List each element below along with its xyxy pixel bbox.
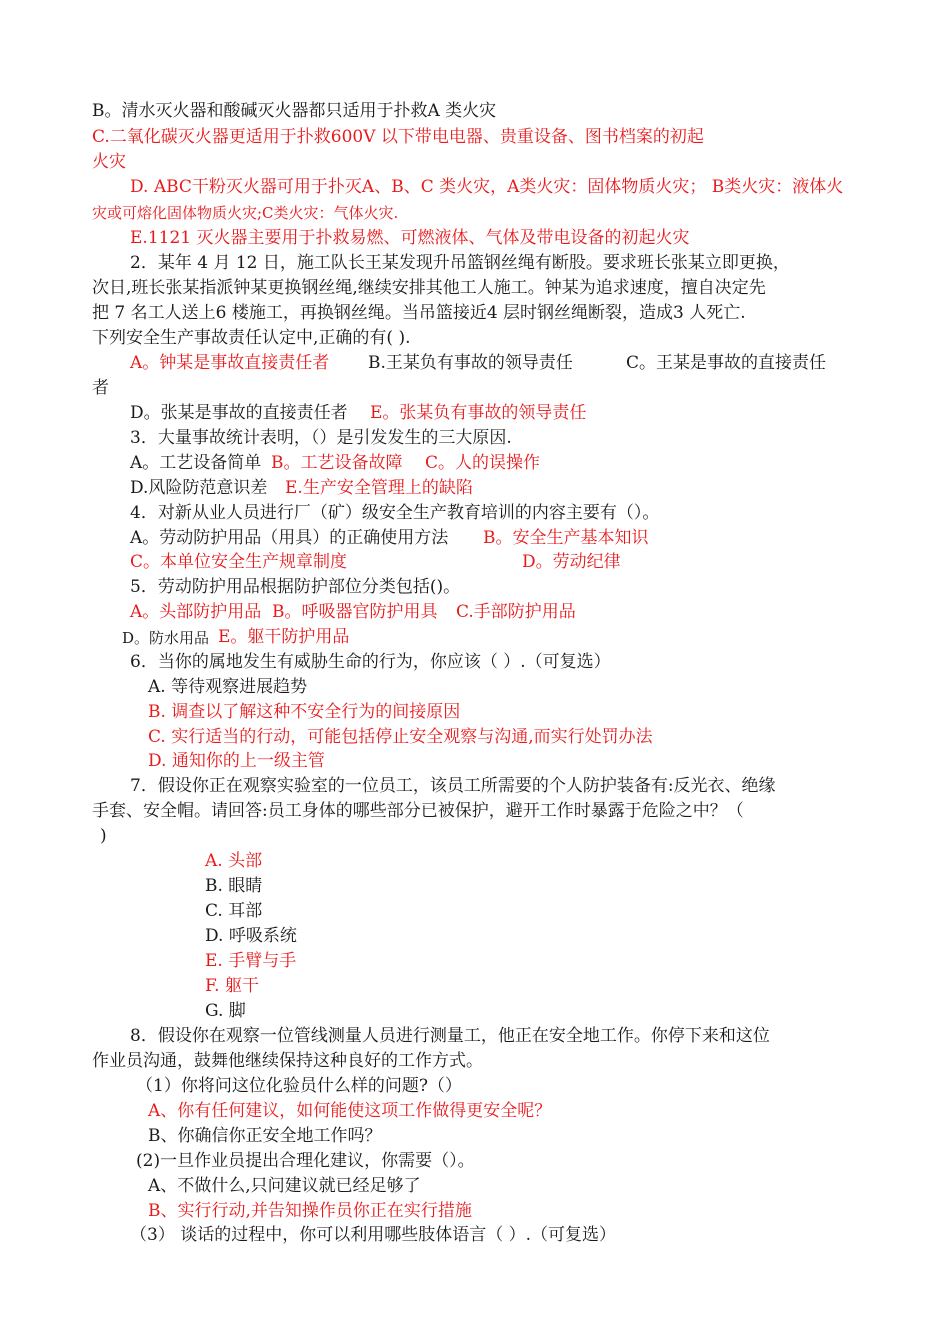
q3-option-d: D.风险防范意识差	[130, 478, 268, 498]
q1-option-d-continued: 灾或可熔化固体物质火灾;C类火灾：气体火灾.	[92, 204, 399, 222]
q8-sub3-question: （3） 谈话的过程中，你可以利用哪些肢体语言（ ）.（可复选）	[130, 1225, 617, 1245]
q2-stem-line2: 次日,班长张某指派钟某更换钢丝绳,继续安排其他工人施工。钟某为追求速度，擅自决定先	[92, 278, 766, 298]
q4-option-c: C。本单位安全生产规章制度	[130, 552, 348, 572]
q7-stem-line2: 手套、安全帽。请回答:员工身体的哪些部分已被保护，避开工作时暴露于危险之中？（	[92, 801, 744, 821]
q2-stem-line3: 把 7 名工人送上6 楼施工，再换钢丝绳。当吊篮接近4 层时钢丝绳断裂，造成3 人死亡.	[92, 303, 746, 323]
q1-option-b: B。清水灭火器和酸碱灭火器都只适用于扑救A 类火灾	[92, 101, 497, 121]
q8-sub2-option-b: B、实行行动,并告知操作员你正在实行措施	[148, 1201, 472, 1221]
q3-option-c: C。人的误操作	[425, 453, 541, 473]
q1-option-e: E.1121 灭火器主要用于扑救易燃、可燃液体、气体及带电设备的初起火灾	[130, 228, 690, 248]
q3-option-b: B。工艺设备故障	[271, 453, 403, 473]
q7-stem-line3: )	[100, 826, 107, 846]
q8-sub2-question: (2)一旦作业员提出合理化建议，你需要（）。	[136, 1151, 475, 1171]
q1-option-d: D. ABC干粉灭火器可用于扑灭A、B、C 类火灾，A类火灾：固体物质火灾； B类火灾：液体火	[130, 177, 844, 197]
q2-stem-line4: 下列安全生产事故责任认定中,正确的有( ).	[92, 328, 411, 348]
q5-option-b: B。呼吸器官防护用具	[272, 602, 438, 622]
q4-option-b: B。安全生产基本知识	[483, 528, 649, 548]
q8-sub1-option-a: A、你有任何建议，如何能使这项工作做得更安全呢？	[148, 1101, 552, 1121]
q3-option-e: E.生产安全管理上的缺陷	[285, 478, 473, 498]
q7-option: C. 耳部	[205, 901, 263, 921]
q3-stem: 3．大量事故统计表明，（）是引发发生的三大原因.	[130, 428, 512, 448]
q4-stem: 4．对新从业人员进行厂（矿）级安全生产教育培训的内容主要有（）。	[130, 503, 660, 523]
q6-option-a: A. 等待观察进展趋势	[148, 677, 308, 697]
q1-option-c-continued: 火灾	[92, 152, 126, 172]
q5-option-d: D。防水用品	[122, 629, 210, 647]
q5-option-e: E。躯干防护用品	[218, 627, 350, 647]
q1-option-c: C.二氧化碳灭火器更适用于扑救600V 以下带电电器、贵重设备、图书档案的初起	[92, 127, 704, 147]
q7-stem: 7．假设你正在观察实验室的一位员工，该员工所需要的个人防护装备有:反光衣、绝缘	[130, 776, 776, 796]
q6-option-d: D. 通知你的上一级主管	[148, 751, 325, 771]
q2-option-a: A。钟某是事故直接责任者	[130, 353, 330, 373]
q2-option-c: C。王某是事故的直接责任	[626, 353, 827, 373]
q5-option-c: C.手部防护用品	[456, 602, 576, 622]
q5-option-a: A。头部防护用品	[130, 602, 262, 622]
q2-option-d: D。张某是事故的直接责任者	[130, 403, 348, 423]
q6-stem: 6．当你的属地发生有威胁生命的行为，你应该（ ）.（可复选）	[130, 652, 611, 672]
q7-option: A. 头部	[205, 851, 263, 871]
q2-option-e: E。张某负有事故的领导责任	[370, 403, 587, 423]
q5-stem: 5．劳动防护用品根据防护部位分类包括()。	[130, 577, 461, 597]
q7-option: G. 脚	[205, 1001, 246, 1021]
q4-option-d: D。劳动纪律	[522, 552, 621, 572]
q8-stem: 8．假设你在观察一位管线测量人员进行测量工，他正在安全地工作。你停下来和这位	[130, 1026, 770, 1046]
q2-option-b: B.王某负有事故的领导责任	[368, 353, 573, 373]
q7-option: F. 躯干	[205, 976, 259, 996]
q2-option-c-continued: 者	[92, 378, 109, 398]
q7-option: D. 呼吸系统	[205, 926, 297, 946]
q8-sub1-question: （1）你将问这位化验员什么样的问题?（）	[136, 1076, 462, 1096]
q7-option: B. 眼睛	[205, 876, 263, 896]
q3-option-a: A。工艺设备简单	[130, 453, 262, 473]
q7-option: E. 手臂与手	[205, 951, 297, 971]
q4-option-a: A。劳动防护用品（用具）的正确使用方法	[130, 528, 449, 548]
q8-sub1-option-b: B、你确信你正安全地工作吗？	[148, 1126, 382, 1146]
q2-stem: 2．某年 4 月 12 日，施工队长王某发现升吊篮钢丝绳有断股。要求班长张某立即更换，	[130, 253, 790, 273]
q8-stem-line2: 作业员沟通，鼓舞他继续保持这种良好的工作方式。	[92, 1051, 483, 1071]
q8-sub2-option-a: A、不做什么,只问建议就已经足够了	[148, 1176, 421, 1196]
q6-option-b: B. 调查以了解这种不安全行为的间接原因	[148, 702, 461, 722]
q6-option-c: C. 实行适当的行动，可能包括停止安全观察与沟通,而实行处罚办法	[148, 727, 653, 747]
